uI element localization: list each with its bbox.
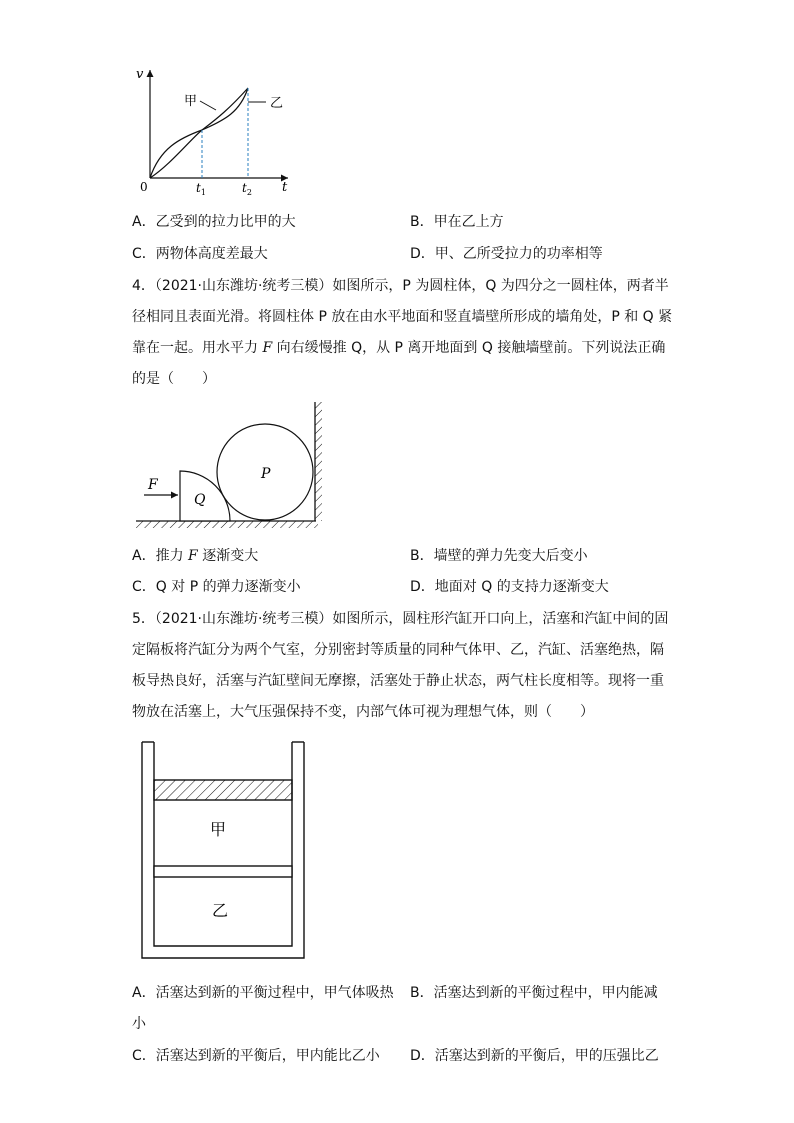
cylinder-figure [130, 398, 330, 534]
yi-label: 乙 [270, 96, 284, 111]
q5-stem-line-1: 5．（2021·山东潍坊·统考三模）如图所示，圆柱形汽缸开口向上，活塞和汽缸中间的固 [132, 611, 669, 627]
q4-option-a: A．推力 F 逐渐变大 [132, 548, 259, 564]
gas-jia-label: 甲 [210, 820, 227, 839]
v-axis-label: v [136, 67, 144, 82]
wall-hatching [315, 402, 322, 521]
q5-option-c: C．活塞达到新的平衡后，甲内能比乙小 [132, 1048, 380, 1064]
q-label: Q [194, 492, 206, 508]
q3-option-a: A．乙受到的拉力比甲的大 [132, 214, 296, 230]
q5-option-b-wrap: 小 [132, 1016, 146, 1032]
t-axis-label: t [282, 180, 288, 195]
velocity-time-graph [130, 60, 300, 200]
q5-stem-line-2: 定隔板将汽缸分为两个气室，分别密封等质量的同种气体甲、乙，汽缸、活塞绝热，隔 [132, 642, 664, 658]
cylinder-piston-figure [138, 738, 310, 964]
t1-label: $t_1$ [196, 181, 206, 197]
q5-option-d: D．活塞达到新的平衡后，甲的压强比乙 [410, 1048, 659, 1064]
force-label: F [148, 477, 158, 493]
q4-option-d: D．地面对 Q 的支持力逐渐变大 [410, 579, 609, 595]
q4-stem-line-4: 的是（ ） [132, 371, 216, 387]
origin-label: 0 [140, 180, 148, 194]
p-label: P [261, 466, 271, 482]
q3-option-c: C．两物体高度差最大 [132, 246, 268, 262]
q3-option-d: D．甲、乙所受拉力的功率相等 [410, 246, 603, 262]
q5-option-a: A．活塞达到新的平衡过程中，甲气体吸热 [132, 985, 394, 1001]
q4-stem-line-2: 径相同且表面光滑。将圆柱体 P 放在由水平地面和竖直墙壁所形成的墙角处，P 和 Q 紧 [132, 309, 673, 325]
jia-leader [200, 101, 216, 110]
q4-option-b: B．墙壁的弹力先变大后变小 [410, 548, 588, 564]
t2-label: $t_2$ [242, 181, 252, 197]
q5-option-b: B．活塞达到新的平衡过程中，甲内能减 [410, 985, 658, 1001]
q4-stem-line-3: 靠在一起。用水平力 F 向右缓慢推 Q，从 P 离开地面到 Q 接触墙壁前。下列说法正确 [132, 340, 666, 356]
jia-label: 甲 [184, 94, 198, 109]
q5-stem-line-3: 板导热良好，活塞与汽缸壁间无摩擦，活塞处于静止状态，两气柱长度相等。现将一重 [132, 673, 664, 689]
cylinder-outer-wall [142, 742, 304, 958]
gas-yi-label: 乙 [212, 901, 229, 920]
q4-stem-line-1: 4．（2021·山东潍坊·统考三模）如图所示，P 为圆柱体，Q 为四分之一圆柱体，两者半 [132, 278, 669, 294]
curve-yi [150, 88, 248, 178]
q4-option-c: C．Q 对 P 的弹力逐渐变小 [132, 579, 301, 595]
q3-option-b: B．甲在乙上方 [410, 214, 504, 230]
q5-stem-line-4: 物放在活塞上，大气压强保持不变，内部气体可视为理想气体，则（ ） [132, 704, 594, 720]
divider-plate [154, 866, 292, 877]
piston [154, 780, 292, 800]
ground-hatching [136, 521, 318, 528]
